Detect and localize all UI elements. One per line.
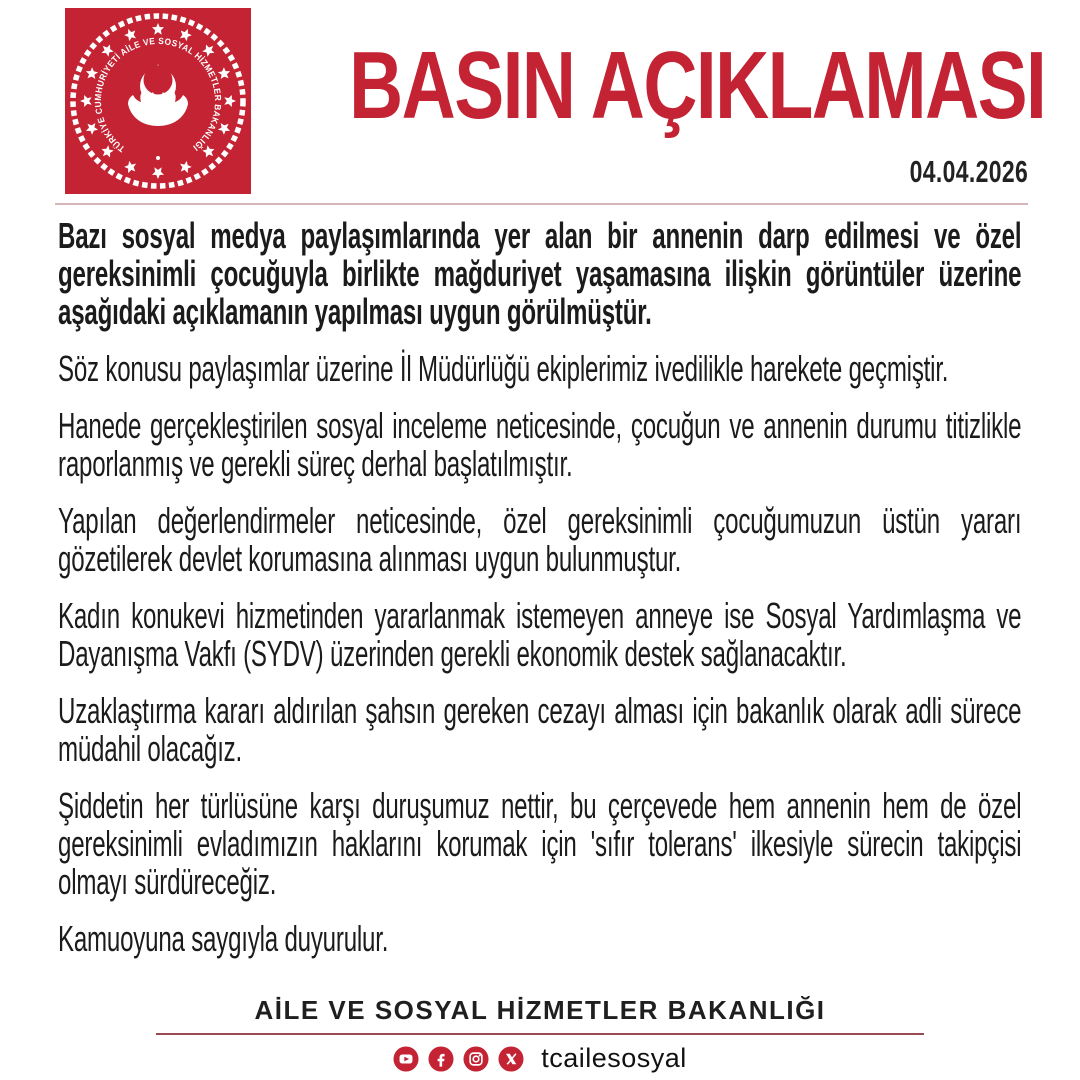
instagram-icon xyxy=(463,1046,489,1072)
ministry-emblem-icon xyxy=(65,8,251,194)
footer-divider xyxy=(156,1033,924,1035)
social-row xyxy=(0,1043,1080,1074)
paragraph: Yapılan değerlendirmeler neticesinde, özel gereksinimli çocuğumuzun üstün yararı gözetilerek devlet korumasına alınması uygun bulunmuştur. xyxy=(58,500,1022,579)
header xyxy=(0,0,1080,194)
body-area xyxy=(0,205,1080,958)
paragraph-closing: Kamuoyuna saygıyla duyurulur. xyxy=(58,918,389,959)
press-release-title: BASIN AÇIKLAMASI xyxy=(349,32,1046,139)
paragraph: Kadın konukevi hizmetinden yararlanmak istemeyen anneye ise Sosyal Yardımlaşma ve Dayanışma Vakfı (SYDV) üzerinden gerekli ekonomik destek sağlanacaktır. xyxy=(58,595,1022,674)
paragraph: Söz konusu paylaşımlar üzerine İl Müdürlüğü ekiplerimiz ivedilikle harekete geçmiştir. xyxy=(58,348,949,389)
social-handle: tcailesosyal xyxy=(541,1043,687,1073)
paragraph-intro: Bazı sosyal medya paylaşımlarında yer alan bir annenin darp edilmesi ve özel gereksinimli çocuğuyla birlikte mağduriyet yaşamasına ilişkin görüntüler üzerine aşağıdaki açıklamanın yapılması uygun görülmüştür. xyxy=(58,215,1022,332)
youtube-icon xyxy=(393,1046,419,1072)
paragraph: Şiddetin her türlüsüne karşı duruşumuz nettir, bu çerçevede hem annenin hem de özel gereksinimli evladımızın haklarını korumak için 'sıfır tolerans' ilkesiyle sürecin takipçisi olmayı sürdüreceğiz. xyxy=(58,785,1022,902)
press-release-date: 04.04.2026 xyxy=(909,154,1028,189)
header-right xyxy=(251,8,1046,189)
paragraph: Hanede gerçekleştirilen sosyal inceleme neticesinde, çocuğun ve annenin durumu titizlikle raporlanmış ve gerekli süreç derhal başlatılmıştır. xyxy=(58,405,1022,484)
facebook-icon xyxy=(428,1046,454,1072)
logo-circle-text: TÜRKİYE CUMHURİYETİ AİLE VE SOSYAL HİZMETLER BAKANLIĞI xyxy=(92,35,224,155)
footer xyxy=(0,995,1080,1074)
x-icon xyxy=(498,1046,524,1072)
ministry-logo xyxy=(65,8,251,194)
paragraph: Uzaklaştırma kararı aldırılan şahsın gereken cezayı alması için bakanlık olarak adli sürece müdahil olacağız. xyxy=(58,690,1022,769)
footer-ministry-name: AİLE VE SOSYAL HİZMETLER BAKANLIĞI xyxy=(254,995,826,1025)
